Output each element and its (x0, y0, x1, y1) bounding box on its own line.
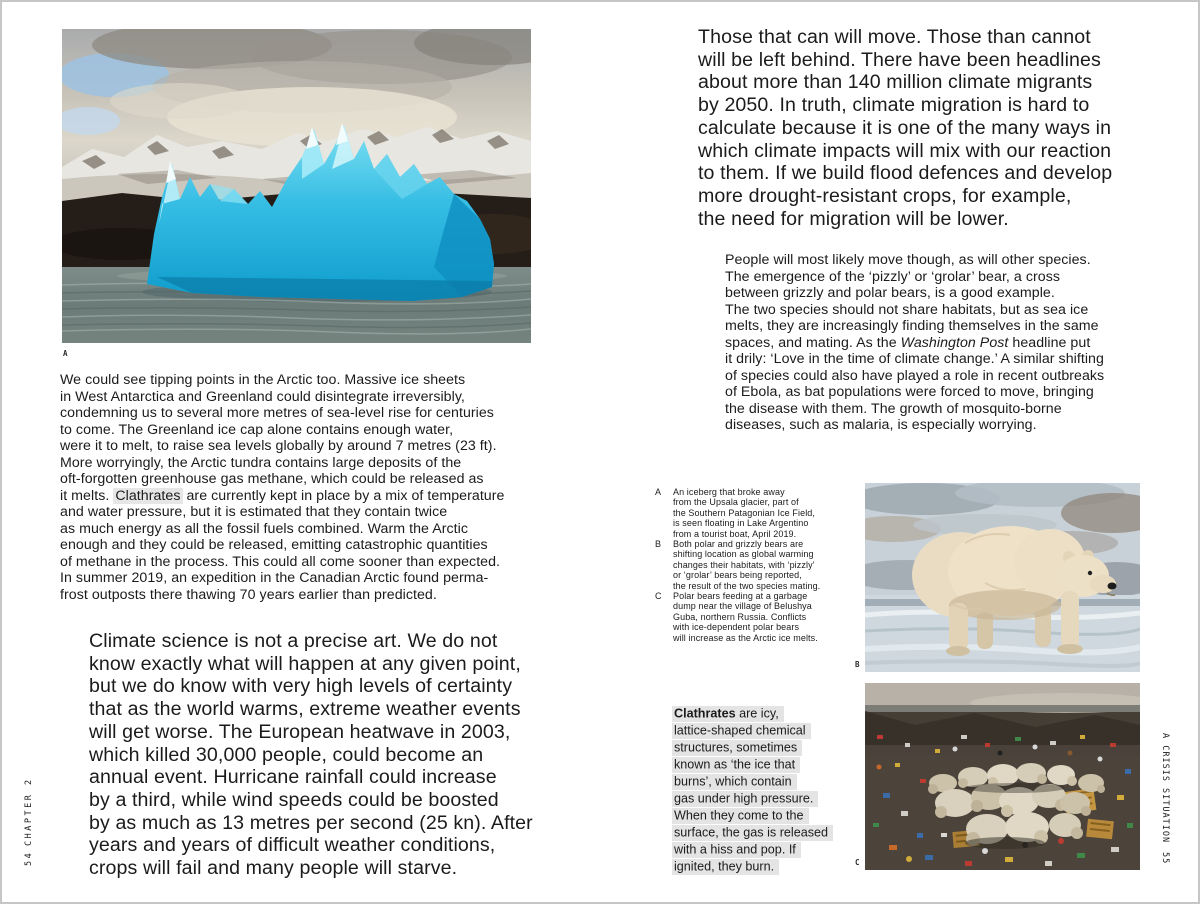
caption-line: shifting location as global warming (673, 549, 814, 560)
text-line: structures, sometimes (672, 739, 833, 756)
text-line: the disease with them. The growth of mosquito-borne (725, 400, 1062, 417)
text-line: Those that can will move. Those than cannot (698, 26, 1091, 48)
text-line: by 2050. In truth, climate migration is hard to (698, 94, 1090, 117)
caption-line: An iceberg that broke away (673, 487, 785, 497)
caption-line: changes their habitats, with ‘pizzly’ (673, 559, 815, 570)
text-line: as much energy as all the fossil fuels combined. Warm the Arctic (60, 520, 468, 537)
text-line: years and years of difficult weather conditions, (89, 834, 496, 857)
text-line: frost outposts there thawing 70 years earlier than predicted. (60, 586, 437, 603)
text-line: to them. If we build flood defences and develop (698, 162, 1113, 185)
text-line: but we do know with very high levels of certainty (89, 675, 513, 698)
caption-line: the result of the two species mating. (673, 580, 821, 591)
text-line: enough and they could be released, emitting catastrophic quantities (60, 537, 488, 553)
text-line: by as much as 13 metres per second (25 kn). After (89, 811, 533, 834)
caption-line: the Southern Patagonian Ice Field, (673, 507, 815, 518)
caption-line: from the Upsala glacier, part of (673, 497, 799, 508)
photo-a-label: A (63, 349, 69, 358)
text-line: with a hiss and pop. If (672, 842, 833, 859)
text-line: The emergence of the ‘pizzly’ or ‘grolar’ bear, a cross (725, 268, 1060, 285)
caption-line: or ‘grolar’ bears being reported, (673, 570, 802, 581)
text-line: When they come to the (672, 808, 833, 825)
text-line: surface, the gas is released (672, 825, 833, 842)
caption-item (655, 539, 850, 591)
text-line: known as ‘the ice that (672, 756, 833, 773)
text-line: of Ebola, as bat populations were forced to move, bringing (725, 384, 1094, 400)
text-line: between grizzly and polar bears, is a good example. (725, 285, 1055, 301)
caption-letter: B (655, 539, 662, 550)
caption-text (673, 539, 820, 591)
caption-line: Both polar and grizzly bears are (673, 539, 804, 550)
caption-text (673, 591, 818, 643)
text-line: burns’, which contain (672, 773, 833, 790)
text-line: of species could also have played a role in recent outbreaks (725, 367, 1105, 384)
right-body-paragraph (725, 252, 1104, 434)
caption-item (655, 487, 850, 539)
text-line: Climate science is not a precise art. We do not (89, 630, 498, 652)
text-line: We could see tipping points in the Arctic too. Massive ice sheets (60, 372, 466, 388)
chapter-label-vertical: CHAPTER 2 (24, 777, 34, 846)
caption-line: Guba, northern Russia. Conflicts (673, 611, 807, 622)
text-line: condemning us to several more metres of sea-level rise for centuries (60, 405, 494, 421)
left-body-paragraph (60, 372, 504, 603)
text-line: it drily: ‘Love in the time of climate change.’ A similar shifting (725, 351, 1104, 367)
right-page-number: 55 (1160, 852, 1170, 865)
text-line: annual event. Hurricane rainfall could increase (89, 766, 497, 789)
caption-text (673, 487, 815, 539)
caption-line: dump near the village of Belushya (673, 601, 812, 612)
text-line: will be left behind. There have been headlines (698, 48, 1101, 71)
text-line: ignited, they burn. (672, 859, 833, 876)
text-line: about more than 140 million climate migrants (698, 71, 1093, 94)
caption-line: from a tourist boat, April 2019. (673, 528, 797, 539)
cloud-glow-2 (110, 83, 250, 119)
text-line: Clathrates are icy, (672, 705, 833, 722)
caption-line: will increase as the Arctic ice melts. (673, 632, 818, 643)
caption-line: is seen floating in Lake Argentino (673, 518, 809, 529)
photo-garbage-dump-bears (865, 683, 1140, 870)
caption-item (655, 591, 850, 643)
text-line: will get worse. The European heatwave in 2003, (89, 720, 511, 743)
text-line: More worryingly, the Arctic tundra contains large deposits of the (60, 454, 462, 471)
text-line: the need for migration will be lower. (698, 207, 1009, 230)
photo-c-label: C (855, 858, 861, 867)
text-line: it melts. Clathrates are currently kept in place by a mix of temperature (60, 487, 505, 504)
text-line: crops will fail and many people will starve. (89, 857, 458, 880)
text-line: and water pressure, but it is estimated that they contain twice (60, 504, 448, 520)
photo-captions (655, 487, 850, 643)
text-line: diseases, such as malaria, is especially worrying. (725, 417, 1037, 433)
text-line: The two species should not share habitats, but as sea ice (725, 301, 1089, 318)
text-line: which climate impacts will mix with our reaction (698, 139, 1112, 162)
text-line: In summer 2019, an expedition in the Canadian Arctic found perma- (60, 570, 489, 586)
text-line: that as the world warms, extreme weather events (89, 698, 521, 721)
text-line: spaces, and mating. As the Washington Post headline put (725, 334, 1091, 351)
garbage-dump-illustration (865, 683, 1140, 870)
text-line: gas under high pressure. (672, 790, 833, 807)
left-page-number: 54 (24, 850, 34, 866)
text-line: oft-forgotten greenhouse gas methane, which could be released as (60, 471, 484, 487)
section-label-vertical: A CRISIS SITUATION (1160, 733, 1170, 844)
photo-b-label: B (855, 660, 861, 669)
text-line: know exactly what will happen at any given point, (89, 652, 521, 675)
right-pull-paragraph (698, 26, 1112, 230)
text-line: to come. The Greenland ice cap alone contains enough water, (60, 421, 454, 438)
glossary-clathrates (672, 705, 833, 876)
text-line: which killed 30,000 people, could become an (89, 743, 484, 766)
left-pull-paragraph (89, 630, 533, 880)
caption-letter: A (655, 487, 662, 497)
iceberg-illustration (62, 29, 531, 343)
text-line: melts, they are increasingly finding themselves in the same (725, 318, 1099, 334)
polar-bear-illustration (865, 483, 1140, 672)
caption-line: Polar bears feeding at a garbage (673, 591, 808, 602)
text-line: of methane in the process. This could all come sooner than expected. (60, 553, 501, 570)
text-line: People will most likely move though, as will other species. (725, 252, 1091, 268)
text-line: in West Antarctica and Greenland could disintegrate irreversibly, (60, 388, 465, 405)
text-line: were it to melt, to raise sea levels globally by around 7 metres (23 ft). (60, 438, 497, 454)
caption-line: with ice-dependent polar bears (673, 622, 800, 633)
photo-iceberg (62, 29, 531, 343)
text-line: lattice-shaped chemical (672, 722, 833, 739)
text-line: calculate because it is one of the many ways in (698, 116, 1112, 139)
text-line: more drought-resistant crops, for example, (698, 184, 1072, 207)
text-line: by a third, while wind speeds could be boosted (89, 788, 499, 811)
sea-line (865, 705, 1140, 712)
photo-polar-bear (865, 483, 1140, 672)
caption-letter: C (655, 591, 662, 602)
